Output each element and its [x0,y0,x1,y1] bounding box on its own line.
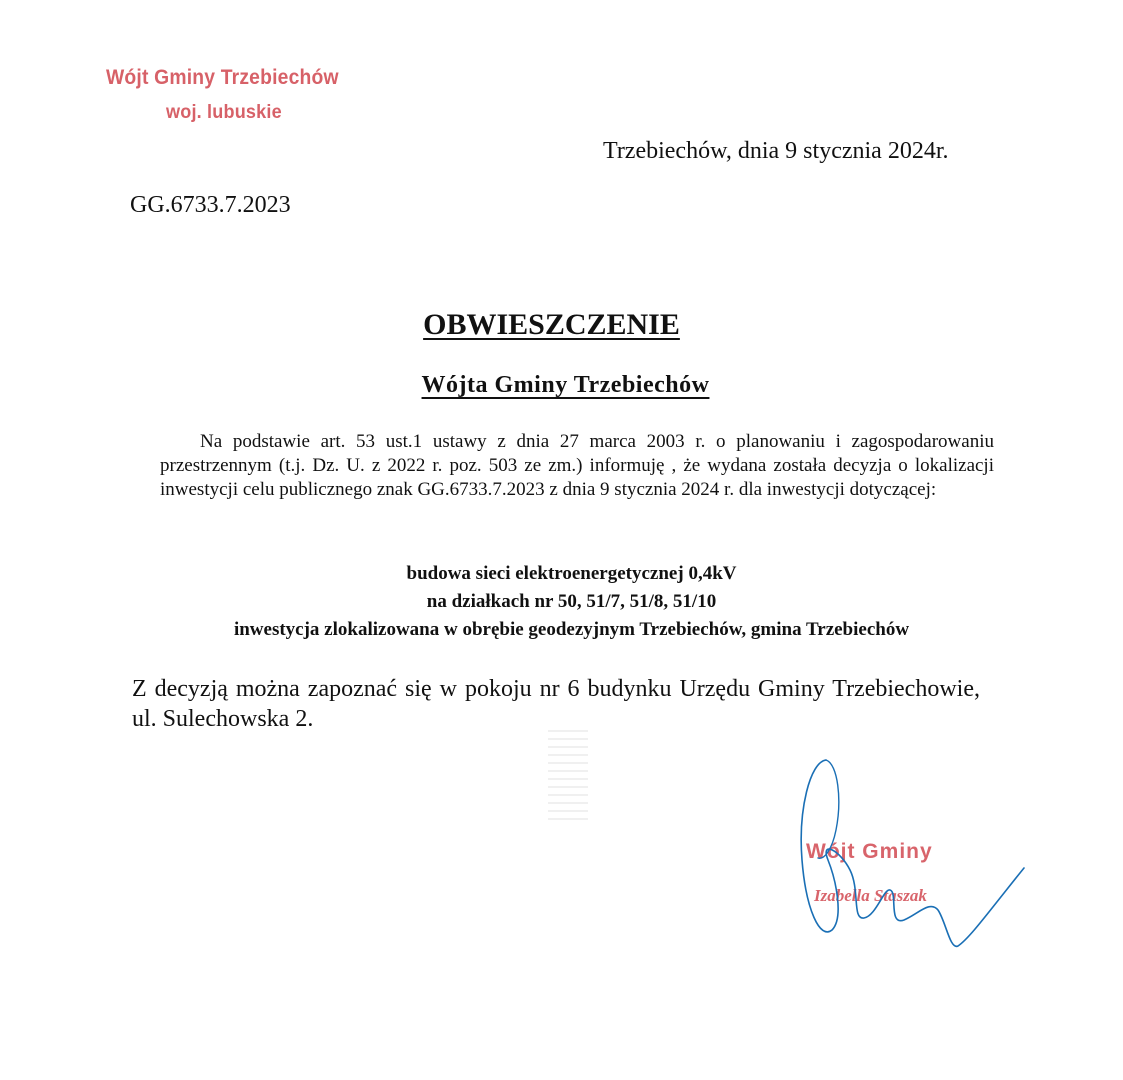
signature-stroke [801,760,1024,946]
body-paragraph-text: Na podstawie art. 53 ust.1 ustawy z dnia 27 marca 2003 r. o planowaniu i zagospodarowaniu przestrzennym (t.j. Dz. U. z 2022 r. poz. 503 ze zm.) informuję , że wydana została decyzja o lokalizacji inwestycji celu publicznego znak GG.6733.7.2023 z dnia 9 stycznia 2024 r. dla inwestycji dotyczącej: [160,431,994,500]
document-date: Trzebiechów, dnia 9 stycznia 2024r. [603,138,949,164]
document-subtitle: Wójta Gminy Trzebiechów [421,372,710,398]
investment-line-1: budowa sieci elektroenergetycznej 0,4kV [406,563,737,584]
closing-paragraph: Z decyzją można zapoznać się w pokoju nr 6 budynku Urzędu Gminy Trzebiechowie, ul. Sulechowska 2. [132,676,980,732]
header-stamp-region: woj. lubuskie [166,102,282,123]
scan-artifact [548,730,588,820]
body-paragraph [160,430,994,502]
reference-number: GG.6733.7.2023 [130,192,291,218]
signature-loop [818,760,839,858]
signature-stamp-name: Izabella Staszak [814,886,927,905]
header-stamp [106,66,359,124]
investment-line-2: na działkach nr 50, 51/7, 51/8, 51/10 [426,591,717,612]
document-title: OBWIESZCZENIE [423,308,680,341]
investment-description [10,560,1123,644]
signature-stamp-role: Wójt Gminy [806,840,933,863]
header-stamp-office: Wójt Gminy Trzebiechów [106,66,339,89]
investment-line-3: inwestycja zlokalizowana w obrębie geodezyjnym Trzebiechów, gmina Trzebiechów [233,619,910,640]
handwritten-signature [780,750,1040,960]
